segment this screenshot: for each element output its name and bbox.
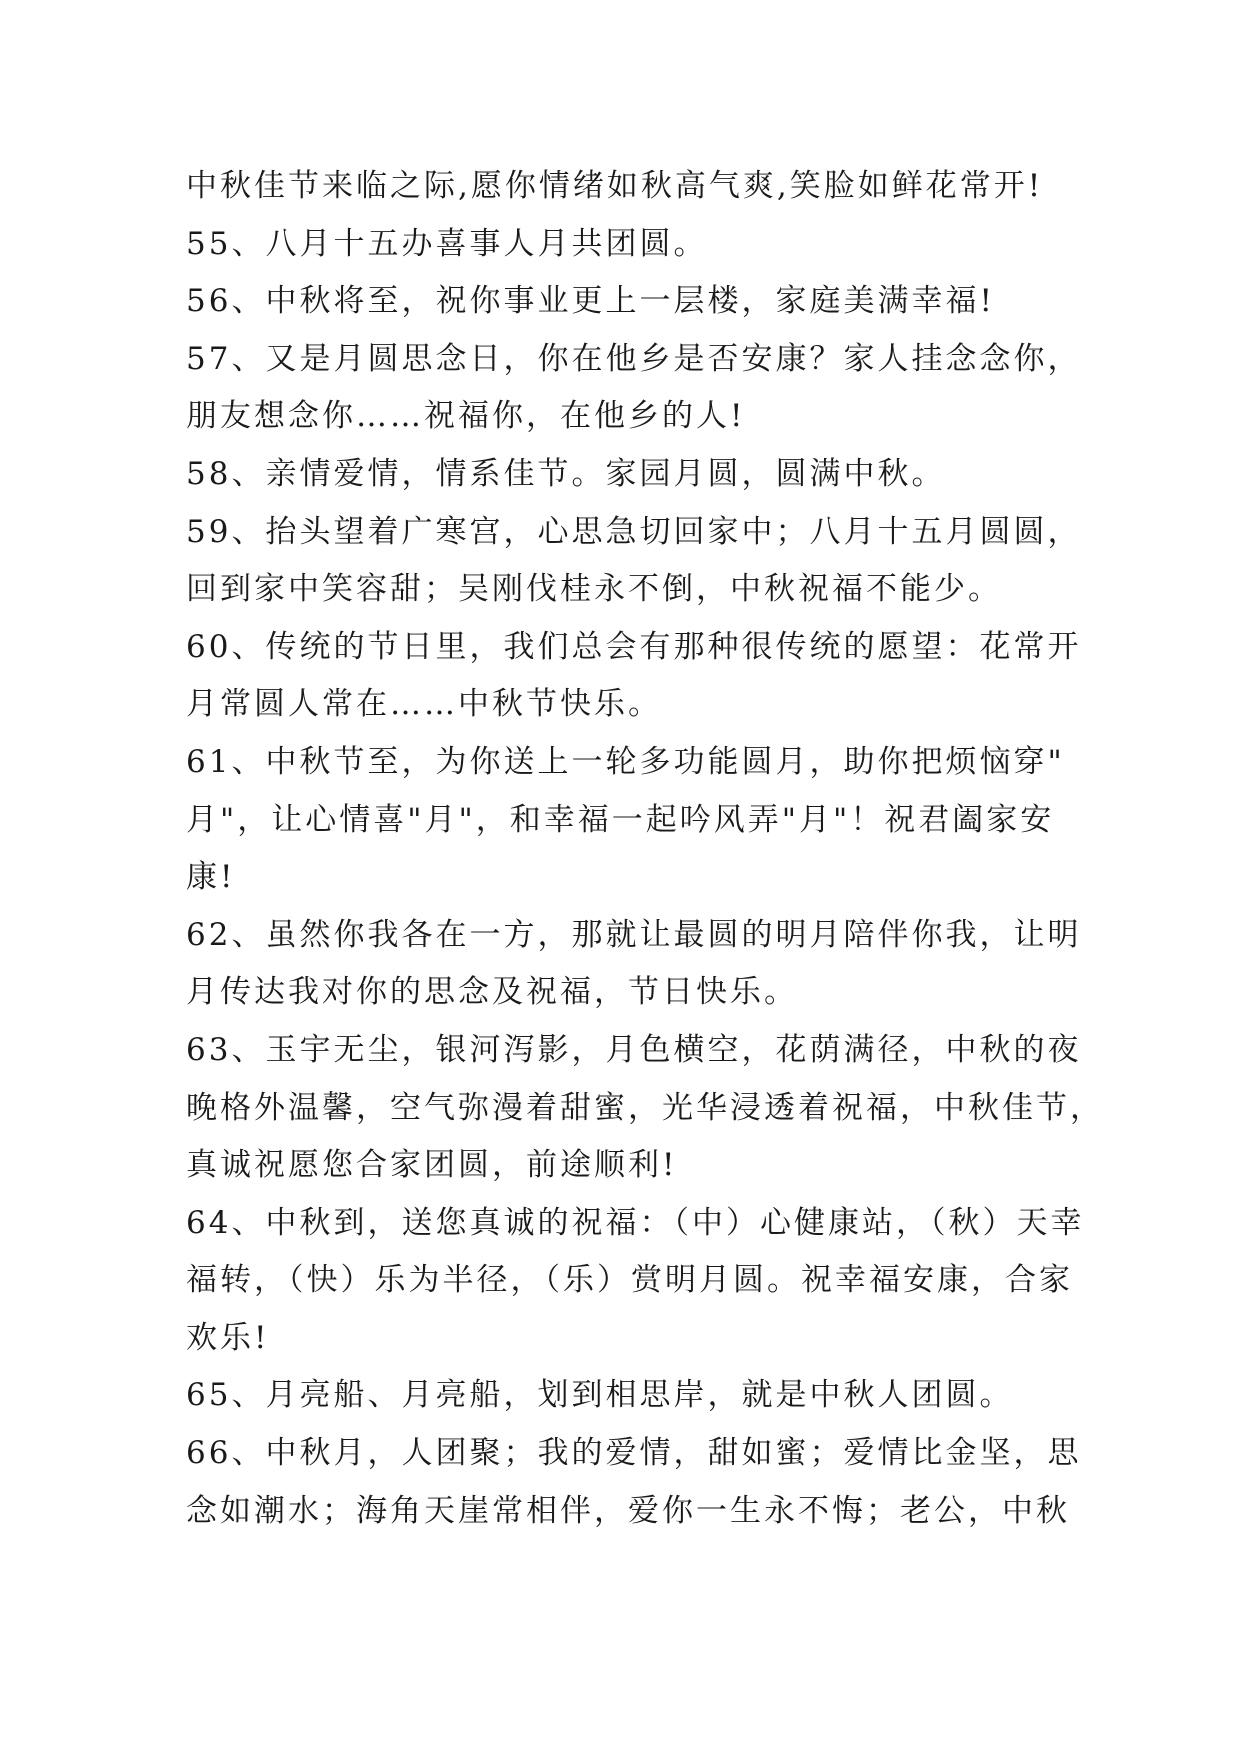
text-line: 56、中秋将至，祝你事业更上一层楼，家庭美满幸福! [186,283,995,320]
text-line: 康! [186,859,236,896]
text-line: 念如潮水；海角天崖常相伴，爱你一生永不悔；老公，中秋 [186,1492,1070,1529]
text-line: 回到家中笑容甜；吴刚伐桂永不倒，中秋祝福不能少。 [186,571,1002,608]
text-line: 月常圆人常在……中秋节快乐。 [186,686,662,723]
text-line: 61、中秋节至，为你送上一轮多功能圆月，助你把烦恼穿" [186,743,1065,780]
text-line: 59、抬头望着广寒宫，心思急切回家中；八月十五月圆圆， [186,513,1082,550]
text-line: 58、亲情爱情，情系佳节。家园月圆，圆满中秋。 [186,455,946,492]
text-line: 62、虽然你我各在一方，那就让最圆的明月陪伴你我，让明 [186,916,1082,953]
text-line: 月传达我对你的思念及祝福，节日快乐。 [186,974,798,1011]
text-line: 63、玉宇无尘，银河泻影，月色横空，花荫满径，中秋的夜 [186,1031,1082,1068]
text-line: 60、传统的节日里，我们总会有那种很传统的愿望：花常开 [186,628,1082,665]
text-line: 中秋佳节来临之际,愿你情绪如秋高气爽,笑脸如鲜花常开! [186,168,1044,204]
text-line: 朋友想念你……祝福你，在他乡的人! [186,398,746,435]
text-line: 64、中秋到，送您真诚的祝福：（中）心健康站，（秋）天幸 [186,1204,1085,1241]
text-line: 晚格外温馨，空气弥漫着甜蜜，光华浸透着祝福，中秋佳节， [186,1089,1104,1126]
text-line: 真诚祝愿您合家团圆，前途顺利! [186,1147,678,1184]
text-line: 福转，（快）乐为半径，（乐）赏明月圆。祝幸福安康，合家 [186,1262,1073,1299]
text-line: 55、八月十五办喜事人月共团圆。 [186,225,708,262]
text-line: 月"，让心情喜"月"，和幸福一起吟风弄"月"！祝君阖家安 [186,801,1055,838]
text-line: 欢乐! [186,1319,270,1356]
text-line: 57、又是月圆思念日，你在他乡是否安康？家人挂念念你， [186,340,1082,377]
text-line: 65、月亮船、月亮船，划到相思岸，就是中秋人团圆。 [186,1377,1014,1414]
text-line: 66、中秋月，人团聚；我的爱情，甜如蜜；爱情比金坚，思 [186,1435,1082,1472]
document-body [186,158,1104,1540]
